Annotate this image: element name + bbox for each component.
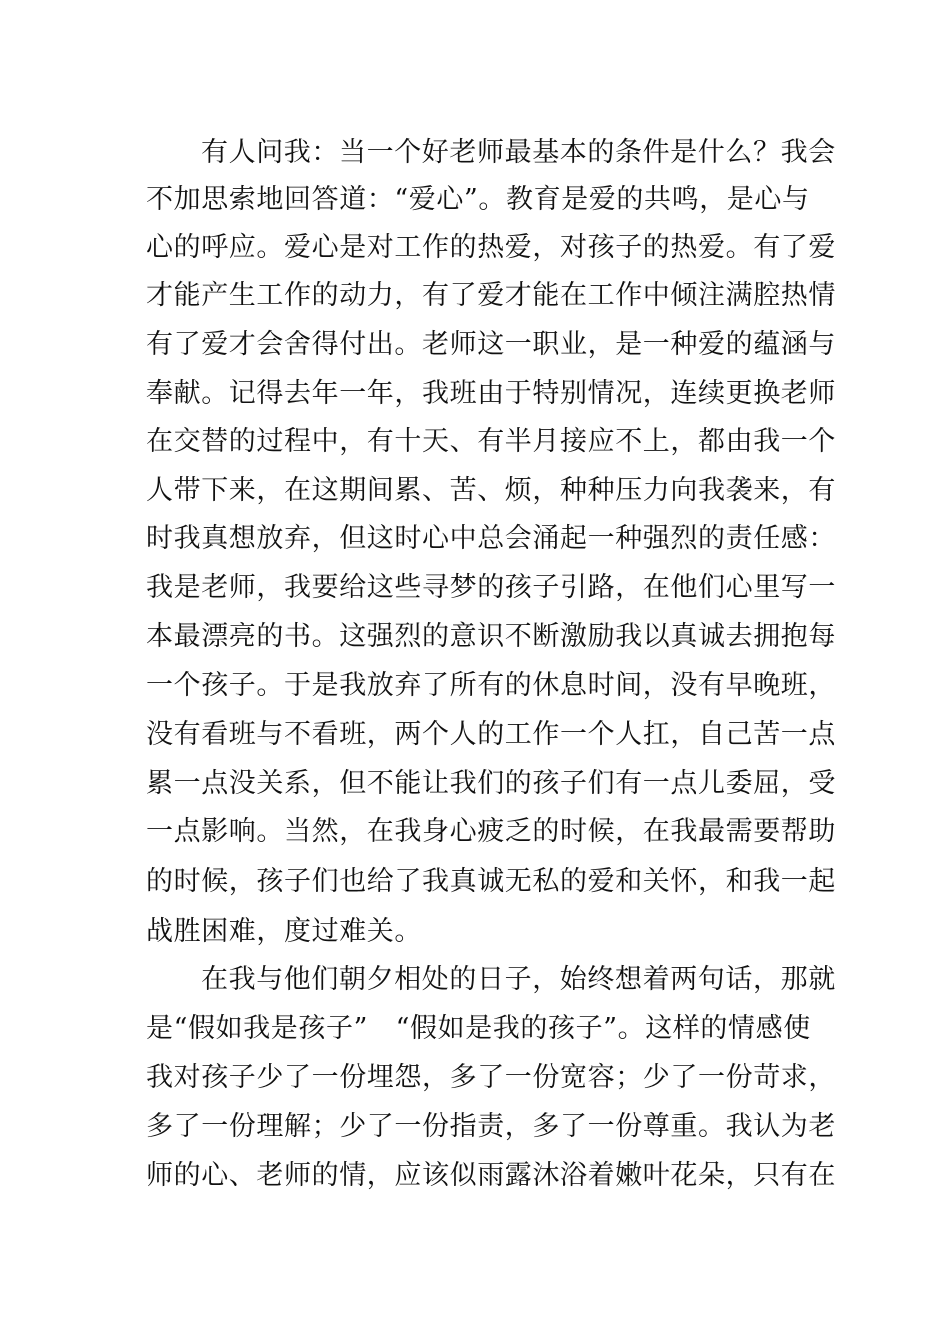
paragraph-1-line-11: 本最漂亮的书。这强烈的意识不断激励我以真诚去拥抱每 xyxy=(146,621,836,652)
paragraph-1-line-6: 奉献。记得去年一年，我班由于特别情况，连续更换老师 xyxy=(146,378,836,409)
paragraph-2-line-5: 师的心、老师的情，应该似雨露沐浴着嫩叶花朵，只有在 xyxy=(146,1160,836,1191)
paragraph-1-line-4: 才能产生工作的动力，有了爱才能在工作中倾注满腔热情 xyxy=(146,280,836,311)
paragraph-1-line-1: 有人问我：当一个好老师最基本的条件是什么？我会 xyxy=(201,137,836,168)
paragraph-2-line-1: 在我与他们朝夕相处的日子，始终想着两句话，那就 xyxy=(201,964,836,995)
paragraph-1-line-5: 有了爱才会舍得付出。老师这一职业，是一种爱的蕴涵与 xyxy=(146,329,836,360)
paragraph-1-line-14: 累一点没关系，但不能让我们的孩子们有一点儿委屈，受 xyxy=(146,768,836,799)
paragraph-2-line-2: 是“假如我是孩子” “假如是我的孩子”。这样的情感使 xyxy=(146,1013,811,1044)
paragraph-1-line-3: 心的呼应。爱心是对工作的热爱，对孩子的热爱。有了爱 xyxy=(146,232,836,263)
paragraph-1-line-8: 人带下来，在这期间累、苦、烦，种种压力向我袭来，有 xyxy=(146,475,836,506)
paragraph-1-line-10: 我是老师，我要给这些寻梦的孩子引路，在他们心里写一 xyxy=(146,572,836,603)
paragraph-1-line-13: 没有看班与不看班，两个人的工作一个人扛，自己苦一点 xyxy=(146,719,836,750)
paragraph-2-line-4: 多了一份理解；少了一份指责，多了一份尊重。我认为老 xyxy=(146,1111,836,1142)
paragraph-1-line-7: 在交替的过程中，有十天、有半月接应不上，都由我一个 xyxy=(146,426,836,457)
paragraph-1-line-17: 战胜困难，度过难关。 xyxy=(146,916,422,947)
paragraph-1-line-16: 的时候，孩子们也给了我真诚无私的爱和关怀，和我一起 xyxy=(146,866,836,897)
paragraph-2-line-3: 我对孩子少了一份埋怨，多了一份宽容；少了一份苛求， xyxy=(146,1062,836,1093)
paragraph-1-line-2: 不加思索地回答道：“爱心”。教育是爱的共鸣，是心与 xyxy=(146,184,810,215)
paragraph-1-line-12: 一个孩子。于是我放弃了所有的休息时间，没有早晚班， xyxy=(146,670,836,701)
paragraph-1-line-9: 时我真想放弃，但这时心中总会涌起一种强烈的责任感： xyxy=(146,523,836,554)
paragraph-1-line-15: 一点影响。当然，在我身心疲乏的时候，在我最需要帮助 xyxy=(146,816,836,847)
